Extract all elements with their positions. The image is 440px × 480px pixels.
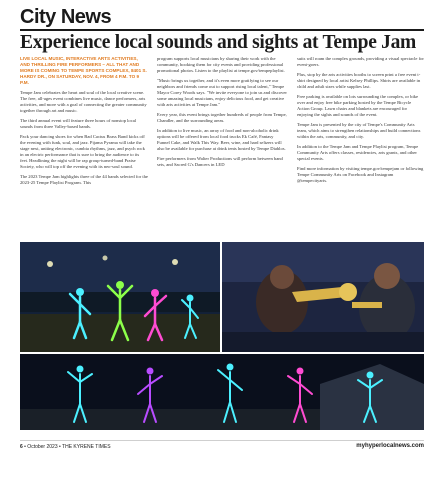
article-column-3 — [297, 56, 424, 188]
paragraph: Pack your dancing shoes for when Bad Cactus Brass Band kicks off the evening with funk, soul, and jazz. Pijama Pyrama will take the stage next, uniting electronic, cumbia rhythms, jazz, and psych rock in an electric performance that is sure to bring the audience to its feet. Headlining the night will be rap group-turned-band Praise Society, who will top off the evening with its neo-soul sound. — [20, 134, 145, 169]
paragraph: Tempe Jam is presented by the city of Tempe's Community Arts team, which aims to strengthen relationships and build connections within the arts, community, and city. — [297, 122, 421, 139]
article-column-1 — [20, 56, 148, 190]
paragraph: "Music brings us together, and it's even more gratifying to see our neighbors and friends come out to support rising local talent," Tempe Mayor Corey Woods says. "We invite everyone to join us and discover some amazing local musicians, enjoy delicious food, and get creative with arts activities at Tempe Jam." — [157, 78, 287, 107]
paragraph: Find more information by visiting tempe.gov/tempejam or following Tempe Community Arts on Facebook and Instagram @tempecityarts. — [297, 166, 424, 183]
paragraph: Plus, stop by the arts activities booths to screen print a free event t-shirt designed by local artist Kelsey Phillips. Shirts are available in child and adult sizes while supplies last. — [297, 72, 421, 89]
article-column-2 — [157, 56, 287, 172]
issue-line: • October 2023 • THE KYRENE TIMES — [22, 444, 111, 450]
paragraph: Free parking is available on lots surrounding the complex, or bike over and enjoy free bike parking hosted by the Tempe Bicycle Action Group. Lawn chairs and blankets are encouraged for enjoying the sights and sounds of the event. — [297, 94, 419, 117]
section-title: City News — [20, 6, 112, 28]
article-deck: LIVE LOCAL MUSIC, INTERACTIVE ARTS ACTIVITIES, AND THRILLING FIRE PERFORMERS – ALL THAT AND MORE IS COMING TO TEMPE SPORTS COMPLEX, 8401 S. HARDY DR., ON SATURDAY, NOV. 4, FROM 4 P.M. TO 9 P.M. — [20, 56, 147, 85]
paragraph: suits will roam the complex grounds, providing a visual spectacle for event-goers. — [297, 56, 424, 67]
paragraph: The third annual event will feature three hours of nonstop local sounds from three Valley-based bands. — [20, 118, 137, 129]
section-divider — [20, 29, 424, 31]
photo-night-dance-show — [20, 354, 424, 430]
photo-band-performance — [222, 242, 424, 352]
page-number: 6 — [20, 444, 23, 450]
photo-led-dancers — [20, 242, 220, 352]
paragraph: Fire performers from Walter Productions will perform between band sets, and Sacred G's Dancers in LED — [157, 156, 283, 167]
footer-website: myhyperlocalnews.com — [356, 443, 424, 449]
paragraph: program supports local musicians by sharing their work with the community, booking them for city events and providing professional promotional photos. Listen to the playlist at tempe.gov/tempeplaylist. — [157, 56, 285, 73]
paragraph: In addition to the Tempe Jam and Tempe Playlist program, Tempe Community Arts offers classes, residencies, arts grants, and other special events. — [297, 144, 419, 161]
footer-divider — [20, 440, 424, 441]
footer-folio — [20, 444, 111, 450]
paragraph: In addition to live music, an array of food and non-alcoholic drink options will be offered from local food trucks Ek Café, Fantasy Funnel Cake, and Walk This Way. Beer, wine, and hard seltzers will also be available for purchase at drink tents hosted by Tempe Diablos. — [157, 128, 286, 151]
paragraph: Tempe Jam celebrates the heart and soul of the local creative scene. The free, all-ages event combines live music, dance performers, arts activities, and more with a goal of connecting the greater community together through art and music. — [20, 90, 147, 113]
headline: Experience local sounds and sights at Tempe Jam — [20, 32, 416, 53]
paragraph: The 2023 Tempe Jam highlights three of the 44 bands selected for the 2023-25 Tempe Playlist Program. This — [20, 174, 148, 185]
paragraph: Every year, this event brings together hundreds of people from Tempe, Chandler, and the surrounding areas. — [157, 112, 287, 123]
